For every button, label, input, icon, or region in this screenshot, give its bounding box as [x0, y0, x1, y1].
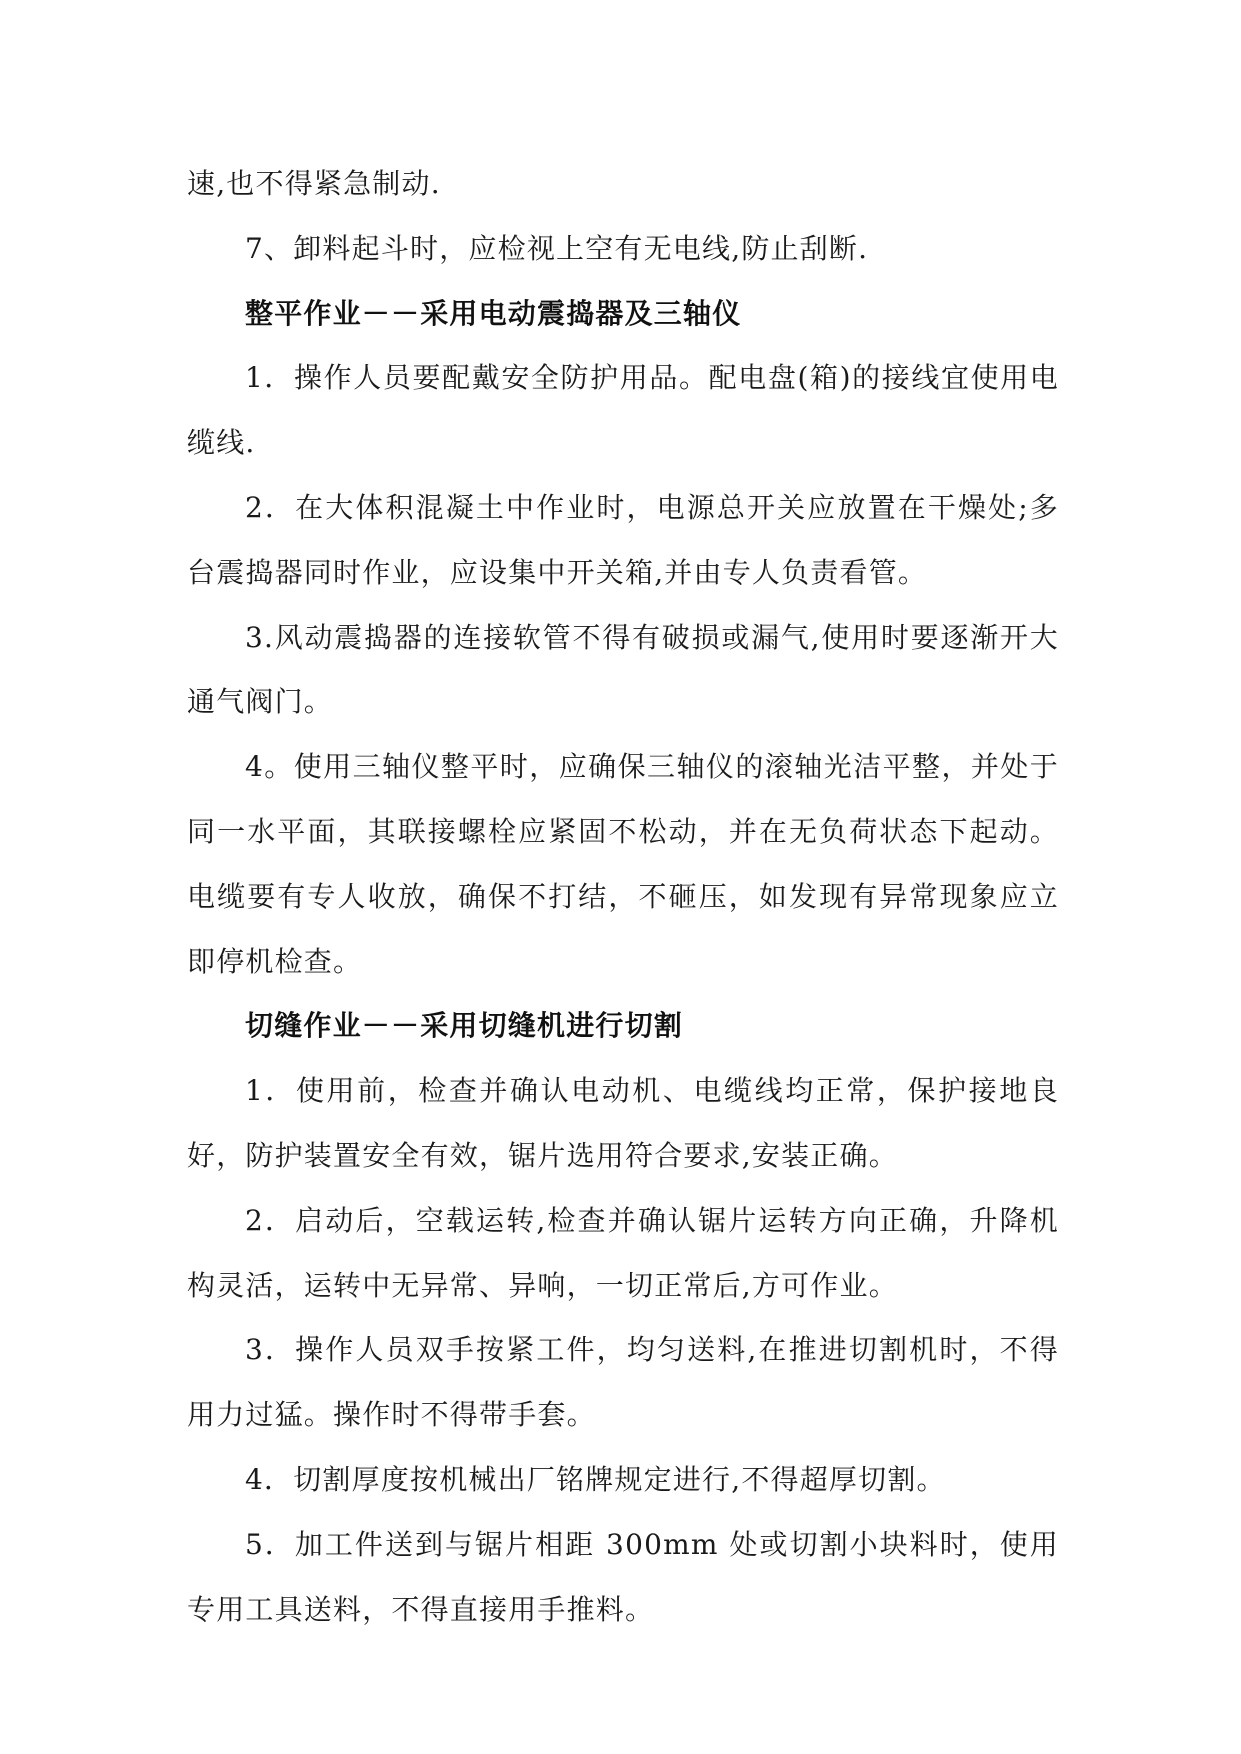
paragraph-leveling-1: 1．操作人员要配戴安全防护用品。配电盘(箱)的接线宜使用电缆线. [187, 361, 1059, 460]
paragraph-item-7: 7、卸料起斗时，应检视上空有无电线,防止刮断. [245, 231, 869, 265]
paragraph-cutting-4: 4．切割厚度按机械出厂铭牌规定进行,不得超厚切割。 [245, 1462, 946, 1496]
paragraph-cutting-3: 3．操作人员双手按紧工件，均匀送料,在推进切割机时，不得用力过猛。操作时不得带手套。 [187, 1333, 1059, 1432]
section-heading-cutting: 切缝作业－－采用切缝机进行切割 [245, 1009, 684, 1043]
paragraph-cutting-5: 5．加工件送到与锯片相距 300mm 处或切割小块料时，使用专用工具送料，不得直接用手推料。 [187, 1527, 1059, 1626]
paragraph-leveling-3: 3.风动震捣器的连接软管不得有破损或漏气,使用时要逐渐开大通气阀门。 [187, 620, 1059, 719]
document-body [187, 152, 1059, 1642]
paragraph-continuation: 速,也不得紧急制动. [187, 167, 441, 200]
paragraph-cutting-1: 1．使用前，检查并确认电动机、电缆线均正常，保护接地良好，防护装置安全有效，锯片选用符合要求,安装正确。 [187, 1074, 1059, 1172]
paragraph-leveling-4: 4。使用三轴仪整平时，应确保三轴仪的滚轴光洁平整，并处于同一水平面，其联接螺栓应紧固不松动，并在无负荷状态下起动。电缆要有专人收放，确保不打结，不砸压，如发现有异常现象应立即停机检查。 [187, 750, 1059, 978]
section-heading-leveling: 整平作业－－采用电动震捣器及三轴仪 [245, 296, 742, 330]
paragraph-leveling-2: 2．在大体积混凝土中作业时，电源总开关应放置在干燥处;多台震捣器同时作业，应设集中开关箱,并由专人负责看管。 [187, 490, 1059, 589]
paragraph-cutting-2: 2．启动后，空载运转,检查并确认锯片运转方向正确，升降机构灵活，运转中无异常、异响，一切正常后,方可作业。 [187, 1203, 1059, 1302]
